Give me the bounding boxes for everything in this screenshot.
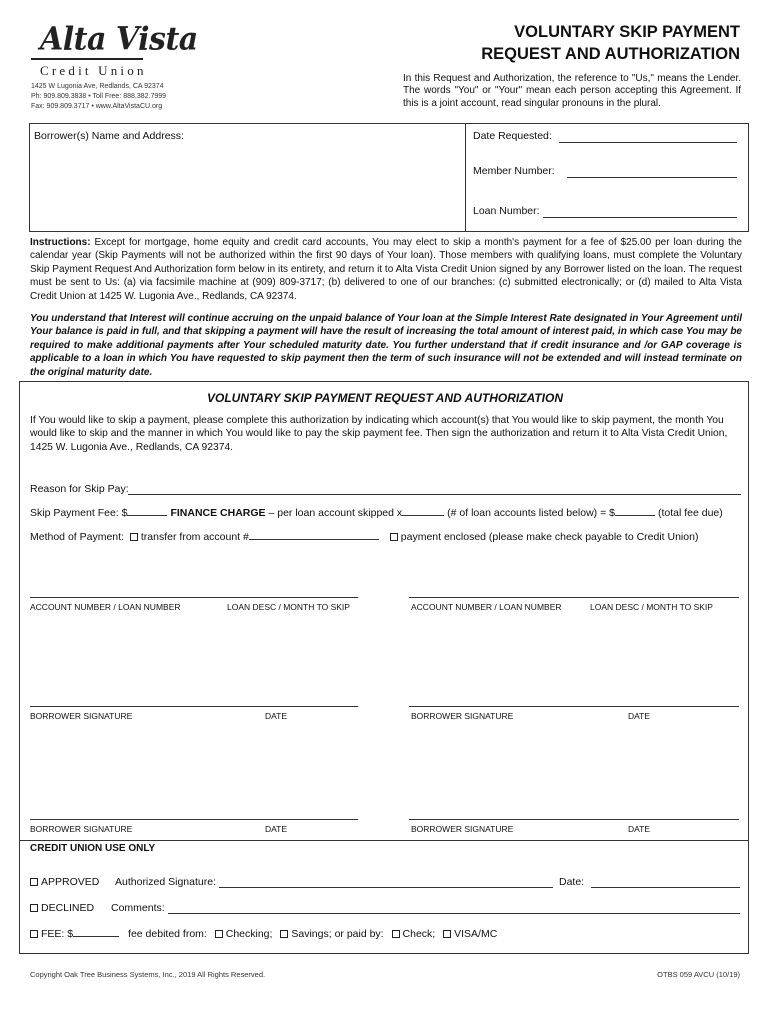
savings-label: Savings; or paid by:	[291, 928, 384, 940]
account-number-label: ACCOUNT NUMBER / LOAN NUMBER	[411, 602, 562, 612]
comments-label: Comments:	[111, 902, 165, 914]
loan-desc-label: LOAN DESC / MONTH TO SKIP	[590, 602, 713, 612]
cu-date-field[interactable]	[591, 887, 740, 888]
visa-label: VISA/MC	[454, 928, 498, 940]
logo-phone-line: Ph: 909.809.3838 • Toll Free: 888.382.7999	[31, 93, 167, 100]
borrower-signature-label: BORROWER SIGNATURE	[30, 824, 133, 834]
checking-label: Checking;	[225, 928, 273, 940]
request-paragraph: If You would like to skip a payment, please complete this authorization by indicating which account(s) that You would like to skip payment, the month You would like to skip and the manner in which You would like to pay the skip payment fee. Then sign the authorization and return it to Alta Vista Credit Union, 1425 W. Lugonia Ave., Redlands, CA 92374.	[30, 415, 728, 453]
comments-field[interactable]	[168, 913, 740, 914]
box-divider	[465, 124, 466, 231]
approved-checkbox[interactable]	[30, 878, 38, 886]
signature-date-label: DATE	[628, 711, 651, 721]
date-requested-label: Date Requested:	[473, 130, 552, 142]
authorized-signature-field[interactable]	[219, 887, 553, 888]
form-title-line1: VOLUNTARY SKIP PAYMENT	[514, 23, 740, 41]
intro-text: In this Request and Authorization, the reference to "Us," means the Lender. The words "You" or "Your" mean each person accepting this Agreement. If this is a joint account, read singular pronouns in the plural.	[403, 73, 741, 109]
check-checkbox[interactable]	[392, 930, 400, 938]
total-fee-field[interactable]	[615, 507, 655, 516]
borrower-signature-label: BORROWER SIGNATURE	[411, 711, 514, 721]
fee-checkbox[interactable]	[30, 930, 38, 938]
total-fee-label: (total fee due)	[657, 507, 723, 519]
instructions-body: Except for mortgage, home equity and credit card accounts, You may elect to skip a month's payment for a fee of $25.00 per loan during the calendar year (Skip Payments will not be authorized within the first 90 days of Your loan). Those members with qualifying loans, must complete the Voluntary Skip Payment Request And Authorization form below in its entirety, and return it to Alta Vista Credit Union signed by any Borrower listed on the loan. The request must be sent to Us: (a) via facsimile machine at (909) 809-3717; (b) delivered to one of our branches: (c) submitted electronically; or (d) mailed to Alta Vista Credit Union at 1425 W. Lugonia Ave., Redlands, CA 92374.	[30, 237, 742, 302]
signature-date-label: DATE	[265, 711, 288, 721]
cu-date-label: Date:	[559, 876, 585, 888]
signature-line[interactable]	[409, 706, 739, 707]
savings-checkbox[interactable]	[280, 930, 288, 938]
account-line-right[interactable]	[409, 597, 739, 598]
declined-checkbox[interactable]	[30, 904, 38, 912]
signature-date-label: DATE	[265, 824, 288, 834]
signature-line[interactable]	[30, 819, 358, 820]
signature-date-label: DATE	[628, 824, 651, 834]
finance-charge-label: FINANCE CHARGE	[170, 507, 266, 519]
account-line-left[interactable]	[30, 597, 358, 598]
loan-number-label: Loan Number:	[473, 205, 540, 217]
borrower-info-box	[29, 123, 749, 232]
date-requested-field[interactable]	[559, 142, 737, 143]
method-label: Method of Payment:	[30, 531, 124, 543]
approved-label: APPROVED	[41, 876, 100, 888]
visa-checkbox[interactable]	[443, 930, 451, 938]
fee-amount-field[interactable]	[73, 928, 119, 937]
form-id: OTBS 059 AVCU (10/19)	[657, 970, 740, 979]
transfer-label: transfer from account #	[140, 531, 249, 543]
skip-fee-field[interactable]	[127, 507, 167, 516]
fee-label: FEE: $	[41, 928, 74, 940]
authorized-signature-label: Authorized Signature:	[115, 876, 216, 888]
logo-address-line: 1425 W Lugonia Ave, Redlands, CA 92374	[31, 83, 164, 90]
loan-count-label: (# of loan accounts listed below) = $	[447, 507, 615, 519]
loan-count-field[interactable]	[402, 507, 444, 516]
request-section-title: VOLUNTARY SKIP PAYMENT REQUEST AND AUTHORIZATION	[206, 391, 563, 405]
account-number-label: ACCOUNT NUMBER / LOAN NUMBER	[30, 602, 181, 612]
transfer-account-field[interactable]	[249, 531, 379, 540]
logo-wordmark: Alta Vista	[40, 21, 198, 58]
fee-debited-label: fee debited from:	[128, 928, 207, 940]
signature-line[interactable]	[409, 819, 739, 820]
instructions-label: Instructions:	[30, 237, 91, 248]
loan-desc-label: LOAN DESC / MONTH TO SKIP	[227, 602, 350, 612]
cu-use-title: CREDIT UNION USE ONLY	[30, 843, 156, 854]
fee-per-loan-label: – per loan account skipped x	[265, 507, 403, 519]
logo-rule	[31, 58, 143, 60]
signature-line[interactable]	[30, 706, 358, 707]
transfer-checkbox[interactable]	[130, 533, 138, 541]
reason-label: Reason for Skip Pay:	[30, 483, 129, 495]
borrower-signature-label: BORROWER SIGNATURE	[411, 824, 514, 834]
fee-row	[30, 928, 497, 940]
declined-label: DECLINED	[41, 902, 95, 914]
borrower-name-address-label: Borrower(s) Name and Address:	[34, 130, 184, 142]
interest-warning: You understand that Interest will continue accruing on the unpaid balance of Your loan at the Simple Interest Rate designated in Your Agreement until Your balance is paid in full, and that skipping a payment will have the result of increasing the total amount of interest paid, in which case You may be required to make additional payments after Your scheduled maturity date. You further understand that if credit insurance and /or GAP coverage is applicable to a loan in which You have requested to skip payment then the term of such insurance will not be extended and will instead terminate on the original maturity date.	[30, 313, 742, 378]
check-label: Check;	[402, 928, 436, 940]
instructions-text	[30, 236, 742, 303]
skip-fee-label: Skip Payment Fee: $	[30, 507, 128, 519]
enclosed-label: payment enclosed (please make check payable to Credit Union)	[400, 531, 699, 543]
enclosed-checkbox[interactable]	[390, 533, 398, 541]
borrower-signature-label: BORROWER SIGNATURE	[30, 711, 133, 721]
loan-number-field[interactable]	[543, 217, 737, 218]
form-title-line2: REQUEST AND AUTHORIZATION	[481, 45, 740, 63]
logo-fax-line: Fax: 909.809.3717 • www.AltaVistaCU.org	[31, 103, 163, 110]
member-number-field[interactable]	[567, 177, 737, 178]
skip-fee-row	[30, 507, 723, 519]
method-row	[30, 531, 698, 543]
logo-subtitle: Credit Union	[40, 63, 147, 78]
declined-row	[30, 902, 94, 914]
copyright-text: Copyright Oak Tree Business Systems, Inc., 2019 All Rights Reserved.	[30, 970, 266, 979]
approved-row	[30, 876, 99, 888]
reason-field[interactable]	[128, 494, 741, 495]
member-number-label: Member Number:	[473, 165, 555, 177]
checking-checkbox[interactable]	[215, 930, 223, 938]
